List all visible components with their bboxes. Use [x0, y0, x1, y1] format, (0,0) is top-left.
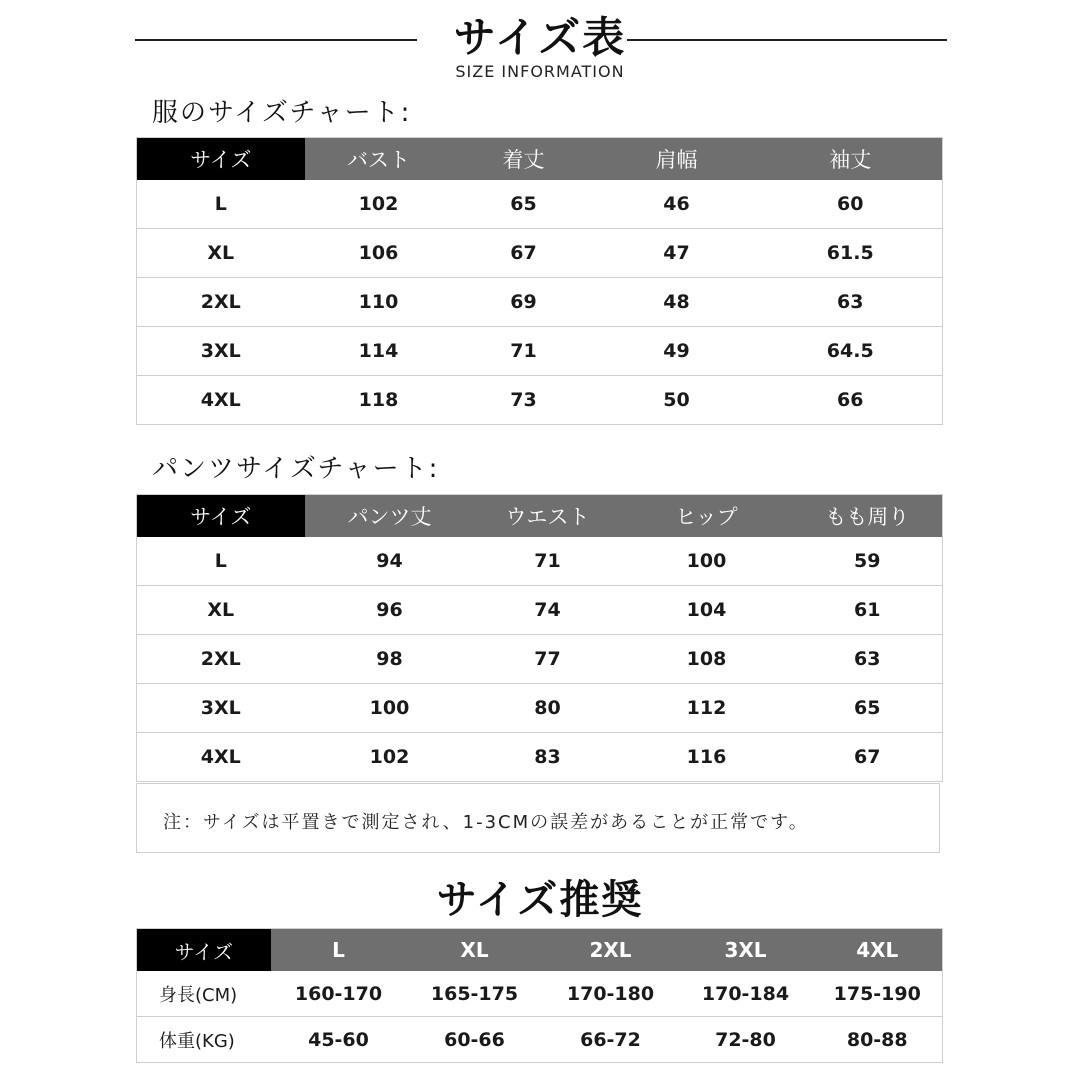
header-cell: XL: [407, 929, 543, 972]
table-cell: 96: [305, 586, 475, 635]
table-cell: 114: [305, 327, 453, 376]
table-cell: 74: [475, 586, 621, 635]
table-cell: 67: [453, 229, 595, 278]
table-row: [137, 229, 943, 278]
table-cell: 102: [305, 733, 475, 782]
table-cell: 98: [305, 635, 475, 684]
table-cell: 63: [759, 278, 943, 327]
table-row: [137, 586, 943, 635]
measurement-note: 注：サイズは平置きで測定され、1-3CMの誤差があることが正常です。: [163, 812, 809, 833]
table-cell: 49: [595, 327, 759, 376]
table-cell: 71: [453, 327, 595, 376]
table-cell: 65: [793, 684, 943, 733]
table-cell: 108: [621, 635, 793, 684]
header-cell: 4XL: [813, 929, 943, 972]
table-cell: 64.5: [759, 327, 943, 376]
table-cell: 60-66: [407, 1017, 543, 1063]
table-cell: 50: [595, 376, 759, 425]
table-header-row: [137, 495, 943, 538]
table-cell: 4XL: [137, 376, 305, 425]
clothes-chart-label: 服のサイズチャート:: [152, 98, 412, 128]
table-header-row: [137, 929, 943, 972]
table-cell: 106: [305, 229, 453, 278]
row-label: 身長(CM): [159, 984, 238, 1006]
recommendation-title: サイズ推奨: [436, 877, 644, 923]
row-label: 体重(KG): [137, 1017, 271, 1063]
table-cell: 80-88: [813, 1017, 943, 1063]
table-cell: 71: [534, 550, 561, 572]
table-cell: 94: [376, 550, 403, 572]
table-cell: 61.5: [759, 229, 943, 278]
table-cell: 63: [793, 635, 943, 684]
table-cell: 165-175: [430, 982, 519, 1005]
table-cell: 48: [595, 278, 759, 327]
header-cell: サイズ: [137, 929, 271, 972]
table-cell: 65: [510, 193, 537, 215]
table-cell: 45-60: [271, 1017, 407, 1063]
table-cell: XL: [137, 229, 305, 278]
page-subtitle: SIZE INFORMATION: [455, 62, 625, 81]
table-row: [137, 376, 943, 425]
measurement-note-box: [136, 783, 940, 853]
table-cell: 3XL: [137, 327, 305, 376]
table-cell: 116: [621, 733, 793, 782]
header-cell: 肩幅: [595, 138, 759, 181]
table-cell: 77: [475, 635, 621, 684]
table-row: [137, 635, 943, 684]
table-cell: 175-190: [833, 982, 921, 1005]
table-row: [137, 733, 943, 782]
table-row: [137, 537, 943, 586]
table-cell: 104: [621, 586, 793, 635]
table-cell: 66-72: [543, 1017, 679, 1063]
size-recommendation-table: [136, 928, 943, 1063]
table-cell: 2XL: [137, 635, 305, 684]
table-cell: 160-170: [294, 982, 383, 1005]
table-cell: 100: [305, 684, 475, 733]
header-cell: 着丈: [453, 138, 595, 181]
table-cell: L: [214, 193, 227, 215]
table-row: [137, 1017, 943, 1063]
table-cell: 170-180: [566, 982, 655, 1005]
header-cell: サイズ: [137, 495, 305, 538]
table-cell: 59: [854, 550, 881, 572]
table-cell: 4XL: [137, 733, 305, 782]
table-row: [137, 278, 943, 327]
table-cell: 118: [305, 376, 453, 425]
table-cell: 46: [663, 193, 690, 215]
table-cell: XL: [137, 586, 305, 635]
table-cell: 67: [793, 733, 943, 782]
table-cell: 80: [475, 684, 621, 733]
table-cell: 66: [759, 376, 943, 425]
header-cell: ウエスト: [475, 495, 621, 538]
table-cell: 112: [621, 684, 793, 733]
header-cell: ヒップ: [621, 495, 793, 538]
header-cell: パンツ丈: [305, 495, 475, 538]
table-cell: 72-80: [679, 1017, 813, 1063]
table-cell: 100: [686, 550, 727, 572]
table-cell: 110: [305, 278, 453, 327]
table-cell: 69: [453, 278, 595, 327]
table-header-row: [137, 138, 943, 181]
table-cell: 73: [453, 376, 595, 425]
table-row: [137, 684, 943, 733]
table-cell: 3XL: [137, 684, 305, 733]
header-cell: もも周り: [793, 495, 943, 538]
header-cell: バスト: [305, 138, 453, 181]
header-cell: 2XL: [543, 929, 679, 972]
page-title: サイズ表: [453, 13, 627, 62]
table-cell: L: [214, 550, 227, 572]
pants-size-table: [136, 494, 943, 782]
table-cell: 60: [837, 193, 864, 215]
table-cell: 2XL: [137, 278, 305, 327]
pants-chart-label: パンツサイズチャート:: [152, 454, 440, 484]
table-row: [137, 327, 943, 376]
table-row: [137, 180, 943, 229]
table-cell: 61: [793, 586, 943, 635]
table-cell: 83: [475, 733, 621, 782]
header-cell: 袖丈: [759, 138, 943, 181]
clothes-size-table: [136, 137, 943, 425]
header-cell: 3XL: [679, 929, 813, 972]
header-cell: サイズ: [137, 138, 305, 181]
table-cell: 102: [358, 193, 399, 215]
header-cell: L: [271, 929, 407, 972]
table-cell: 170-184: [701, 982, 790, 1005]
table-row: [137, 971, 943, 1017]
table-cell: 47: [595, 229, 759, 278]
